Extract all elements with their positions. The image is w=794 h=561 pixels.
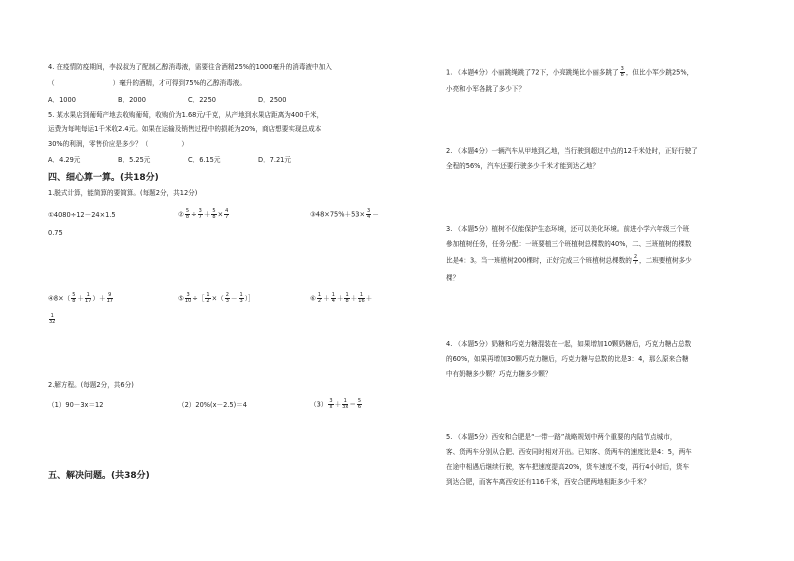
q5-option-a[interactable]: A．4.29元 [48,156,81,164]
q5-option-d[interactable]: D．7.21元 [258,156,291,164]
equation-2: （2）20%(x－2.5)＝4 [178,401,247,409]
section5-title: 五、解决问题。(共38分) [48,471,150,481]
r-q4-line2: 的60%，如果再增加30颗巧克力糖后，巧克力糖与总数的比是3：4，那么原来合糖 [446,355,689,363]
r-q1-line2: 小亮和小军各跳了多少下？ [446,85,526,93]
section4-title: 四、细心算一算。(共18分) [48,173,159,183]
q4-option-c[interactable]: C．2250 [188,96,216,104]
section4-part1-title: 1.脱式计算，能简算的要简算。(每题2分，共12分) [48,189,198,197]
r-q3-line2: 參加植树任务，任务分配：一班要植三个班植树总棵数的40%，二、三班植树的棵数 [446,240,692,248]
equation-3: （3） $\frac{3}{x}$ ＋ $\frac{1}{3x}$ ＝ $\frac{5}{6}$ [310,398,362,410]
q5-options [48,156,400,166]
q5-option-c[interactable]: C．6.15元 [188,156,221,164]
equation-1: （1）90－3x＝12 [48,401,104,409]
q4-option-d[interactable]: D．2500 [258,96,287,104]
q5-line1: 5. 某水果店到葡萄产地去收购葡萄，收购价为1.68元/千克，从产地到水果店距离为400千米， [48,111,324,119]
q4-paren-open: （ [48,79,55,87]
r-q5-line2: 客、货两车分别从合肥、西安同时相对开出。已知客、货两车的速度比是4：5，两车 [446,448,692,456]
calc-expr-4: ④8×（ $\frac{5}{8}$ ＋ $\frac{1}{17}$ ）＋ $\frac{9}{17}$ [48,292,113,304]
calc-expr-3: ③48×75%＋53× $\frac{3}{4}$ － [310,208,379,220]
r-q5-line1: 5. （本题5分）西安和合肥是“一带一路”战略规划中两个重要的内陆节点城市， [446,433,677,441]
r-q4-line1: 4. （本题5分）奶糖和巧克力糖混装在一起，如果增加10颗奶糖后，巧克力糖占总数 [446,340,692,348]
q5-line3: 30%的利润，零售价应是多少？（ ） [48,140,188,148]
calc-expr-3-cont: 0.75 [48,229,63,237]
r-q2-line2: 全程的56%，汽车还要行驶多少千米才能到达乙地？ [446,162,600,170]
calc-expr-6-cont: $\frac{1}{32}$ [49,313,56,325]
q5-line2: 运费为每吨每运1千米收2.4元。如果在运输及销售过程中的损耗为20%，商店想要实现总成本 [48,125,322,133]
q5-option-b[interactable]: B．5.25元 [118,156,151,164]
calc-expr-1: ①4080÷12－24×1.5 [48,211,116,219]
r-q5-line3: 在途中相遇后继续行驶，客车把速度提高20%，货车速度不变，再行4小时后，货车 [446,463,690,471]
q4-option-a[interactable]: A．1000 [48,96,76,104]
r-q2-line1: 2. （本题4分）一辆汽车从甲地到乙地，当行驶到超过中点的12千米处时，正好行驶了 [446,147,698,155]
q4-paren-close: ） [112,79,120,87]
calc-expr-2: ② $\frac{5}{8}$ ÷ $\frac{3}{7}$ ＋ $\frac{5}{8}$ × $\frac{4}{7}$ [178,208,229,220]
equation-row [48,399,400,413]
r-q1-line1: 1. （本题4分）小丽跳绳跳了72下，小亮跳绳比小丽多跳了 $\frac{3}{8}$ ，但比小军少跳25%， [446,66,694,78]
calc-expr-6: ⑥ $\frac{1}{2}$ ＋ $\frac{1}{4}$ ＋ $\frac{1}{8}$ ＋ $\frac{1}{16}$ ＋ [310,292,373,304]
q4-options [48,96,400,106]
q4-line2 [48,79,246,88]
q4-line1: 4. 在疫情防疫期间，李叔叔为了配制乙醇消毒液，需要往含酒精25%的1000毫升的消毒液中加入 [48,63,332,71]
r-q4-line3: 中有奶糖多少颗？巧克力糖多少颗？ [446,370,552,378]
calc-row-2 [48,293,400,307]
r-q3-line1: 3. （本题5分）植树不仅能保护生态环境，还可以美化环境。前进小学六年级三个班 [446,225,690,233]
r-q3-line4: 棵？ [446,274,460,282]
r-q5-line4: 到达合肥，而客车离西安还有116千米，西安合肥两地相距多少千米？ [446,478,650,486]
section4-part2-title: 2.解方程。(每题2分，共6分) [48,381,134,389]
calc-row-1 [48,209,400,223]
q4-option-b[interactable]: B．2000 [118,96,146,104]
calc-expr-5: ⑤ $\frac{3}{10}$ ÷［ $\frac{1}{2}$ ×（ $\frac{2}{3}$ － $\frac{1}{3}$ ）］ [178,292,255,304]
r-q3-line3: 比是4：3。当一班植树200棵时，正好完成三个班植树总棵数的 $\frac{2}{7}$ ，二班要植树多少 [446,254,692,266]
q4-line2-tail: 毫升的酒精，才可得到75%的乙醇消毒液。 [119,79,246,87]
